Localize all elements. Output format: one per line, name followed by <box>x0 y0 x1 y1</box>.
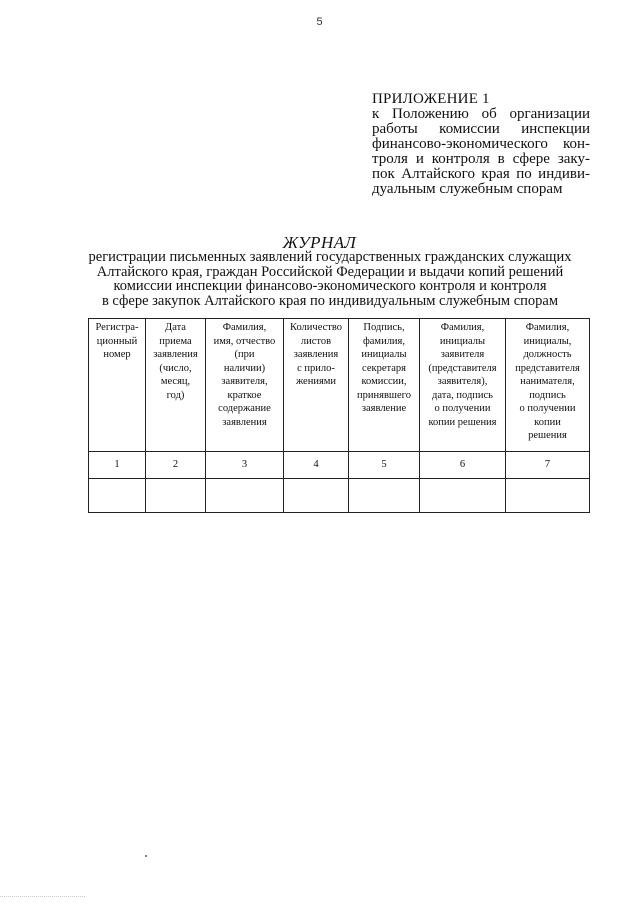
appendix-line: к Положению об организации <box>372 106 590 122</box>
appendix-line: пок Алтайского края по индиви- <box>372 166 590 182</box>
column-number: 3 <box>206 452 284 479</box>
journal-title: ЖУРНАЛ <box>282 233 357 252</box>
journal-subtitle <box>60 250 600 308</box>
table-header-row <box>89 319 590 452</box>
column-header-applicant-name: Фамилия, имя, отчество (при наличии) заявителя, краткое содержание заявления <box>206 319 284 452</box>
appendix-text <box>372 107 590 197</box>
table-cell <box>89 479 146 513</box>
column-number: 7 <box>506 452 590 479</box>
column-number: 6 <box>420 452 506 479</box>
column-header-applicant-receipt: Фамилия, инициалы заявителя (представителя заявителя), дата, подпись о получении копии решения <box>420 319 506 452</box>
journal-subtitle-line: комиссии инспекции финансово-экономического контроля и контроля <box>113 278 547 294</box>
column-header-sheet-count: Количество листов заявления с прило- жениями <box>284 319 349 452</box>
appendix-line: финансово-экономического кон- <box>372 136 590 152</box>
table-cell <box>146 479 206 513</box>
table-cell <box>506 479 590 513</box>
appendix-line: дуальным служебным спорам <box>372 181 563 197</box>
appendix-line: троля и контроля в сфере заку- <box>372 151 590 167</box>
column-number: 5 <box>349 452 420 479</box>
appendix-line: работы комиссии инспекции <box>372 121 590 137</box>
journal-subtitle-line: регистрации письменных заявлений государственных гражданских служащих <box>88 249 572 265</box>
page-number: 5 <box>316 16 323 28</box>
journal-table <box>88 318 590 513</box>
table-cell <box>349 479 420 513</box>
scan-footer-mark <box>0 896 85 900</box>
scan-speck <box>145 855 147 857</box>
appendix-block <box>372 92 590 197</box>
column-number: 1 <box>89 452 146 479</box>
column-number: 2 <box>146 452 206 479</box>
column-header-registration-number: Регистра- ционный номер <box>89 319 146 452</box>
table-number-row <box>89 452 590 479</box>
column-header-employer-receipt: Фамилия, инициалы, должность представителя нанимателя, подпись о получении копии решения <box>506 319 590 452</box>
appendix-title: ПРИЛОЖЕНИЕ 1 <box>372 91 490 107</box>
table-cell <box>206 479 284 513</box>
table-row <box>89 479 590 513</box>
journal-subtitle-line: в сфере закупок Алтайского края по индивидуальным служебным спорам <box>101 292 559 309</box>
column-header-date-received: Дата приема заявления (число, месяц, год) <box>146 319 206 452</box>
column-number: 4 <box>284 452 349 479</box>
journal-subtitle-line: Алтайского края, граждан Российской Федерации и выдачи копий решений <box>96 263 564 280</box>
table-cell <box>420 479 506 513</box>
table-cell <box>284 479 349 513</box>
column-header-secretary-signature: Подпись, фамилия, инициалы секретаря комиссии, принявшего заявление <box>349 319 420 452</box>
